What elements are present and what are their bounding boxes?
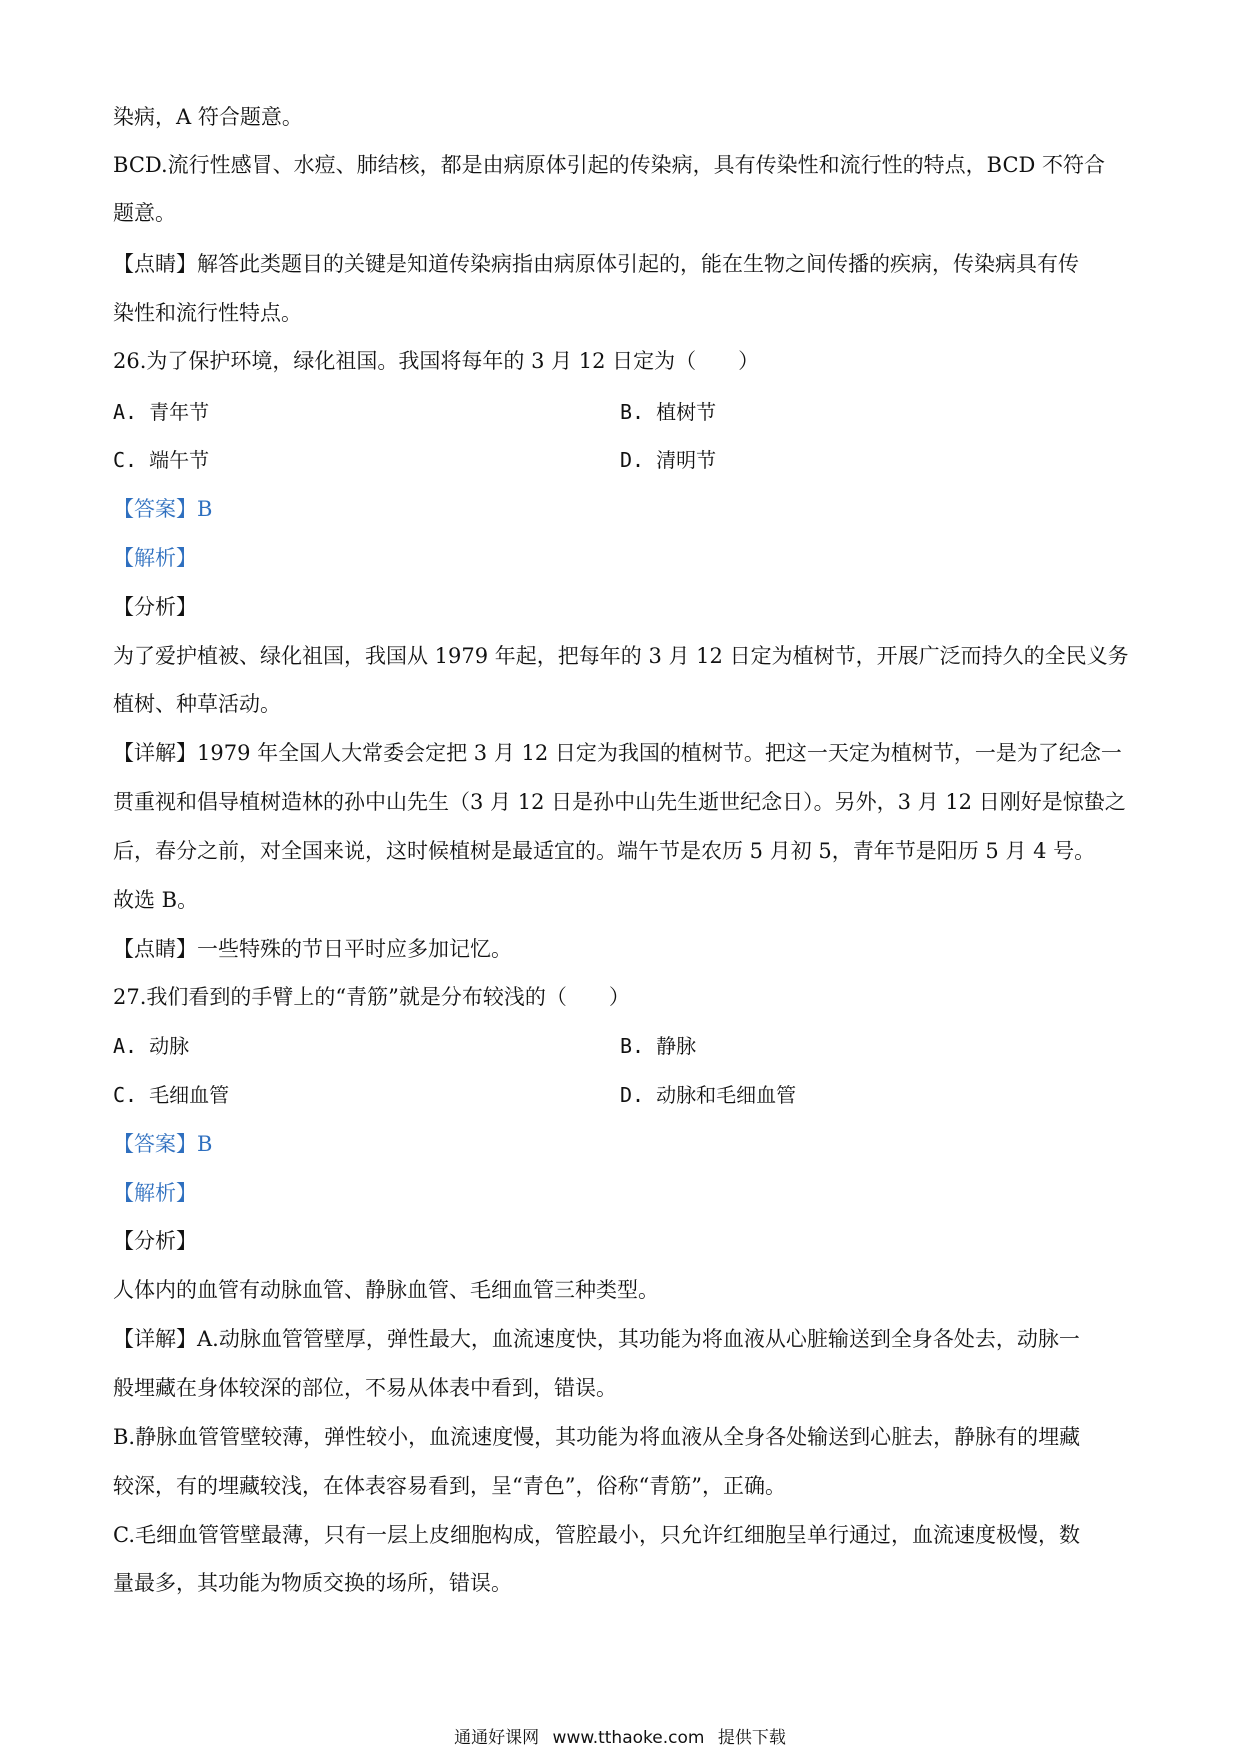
text-line: 植树、种草活动。 (113, 692, 281, 716)
q26-fenxi-label: 【分析】 (113, 595, 197, 619)
tip-line: 染性和流行性特点。 (113, 301, 302, 325)
q27-fenxi-label: 【分析】 (113, 1229, 197, 1253)
detail-line: 般埋藏在身体较深的部位，不易从体表中看到，错误。 (113, 1376, 617, 1400)
q26-option-a: A. 青年节 (113, 400, 210, 424)
question-27-stem: 27.我们看到的手臂上的“青筋”就是分布较浅的（ ） (113, 985, 630, 1009)
tip-line: 【点睛】一些特殊的节日平时应多加记忆。 (113, 937, 512, 961)
footer-url[interactable]: www.tthaoke.com (552, 1728, 705, 1748)
q27-answer: 【答案】B (113, 1132, 213, 1156)
q27-analysis-label: 【解析】 (113, 1181, 197, 1205)
q26-answer: 【答案】B (113, 497, 213, 521)
text-line: 染病，A 符合题意。 (113, 105, 303, 129)
text-line: BCD.流行性感冒、水痘、肺结核，都是由病原体引起的传染病，具有传染性和流行性的特点，BCD 不符合 (113, 153, 1106, 177)
tip-line: 【点睛】解答此类题目的关键是知道传染病指由病原体引起的，能在生物之间传播的疾病，传染病具有传 (113, 252, 1079, 276)
q26-analysis-label: 【解析】 (113, 546, 197, 570)
detail-line: 【详解】A.动脉血管管壁厚，弹性最大，血流速度快，其功能为将血液从心脏输送到全身各处去，动脉一 (113, 1327, 1080, 1351)
q27-option-c: C. 毛细血管 (113, 1083, 230, 1107)
text-line: 题意。 (113, 201, 176, 225)
detail-line: C.毛细血管管壁最薄，只有一层上皮细胞构成，管腔最小，只允许红细胞呈单行通过，血流速度极慢，数 (113, 1523, 1080, 1547)
footer-site-name: 通通好课网 (454, 1728, 540, 1748)
detail-line: 【详解】1979 年全国人大常委会定把 3 月 12 日定为我国的植树节。把这一天定为植树节，一是为了纪念一 (113, 741, 1122, 765)
question-26-stem: 26.为了保护环境，绿化祖国。我国将每年的 3 月 12 日定为（ ） (113, 349, 760, 373)
page-footer (0, 1726, 1240, 1750)
detail-line: 后，春分之前，对全国来说，这时候植树是最适宜的。端午节是农历 5 月初 5，青年节是阳历 5 月 4 号。 (113, 839, 1096, 863)
text-line: 人体内的血管有动脉血管、静脉血管、毛细血管三种类型。 (113, 1278, 659, 1302)
detail-line: B.静脉血管管壁较薄，弹性较小，血流速度慢，其功能为将血液从全身各处输送到心脏去，静脉有的埋藏 (113, 1425, 1081, 1449)
q26-option-c: C. 端午节 (113, 448, 210, 472)
detail-line: 贯重视和倡导植树造林的孙中山先生（3 月 12 日是孙中山先生逝世纪念日）。另外，3 月 12 日刚好是惊蛰之 (113, 790, 1126, 814)
q27-option-b: B. 静脉 (620, 1034, 697, 1058)
footer-suffix: 提供下载 (717, 1728, 786, 1748)
q26-option-d: D. 清明节 (620, 448, 717, 472)
q27-option-d: D. 动脉和毛细血管 (620, 1083, 797, 1107)
detail-line: 较深，有的埋藏较浅，在体表容易看到，呈“青色”，俗称“青筋”，正确。 (113, 1474, 786, 1498)
detail-line: 故选 B。 (113, 888, 199, 912)
detail-line: 量最多，其功能为物质交换的场所，错误。 (113, 1571, 512, 1595)
q27-option-a: A. 动脉 (113, 1034, 190, 1058)
q26-option-b: B. 植树节 (620, 400, 717, 424)
text-line: 为了爱护植被、绿化祖国，我国从 1979 年起，把每年的 3 月 12 日定为植树节，开展广泛而持久的全民义务 (113, 644, 1129, 668)
